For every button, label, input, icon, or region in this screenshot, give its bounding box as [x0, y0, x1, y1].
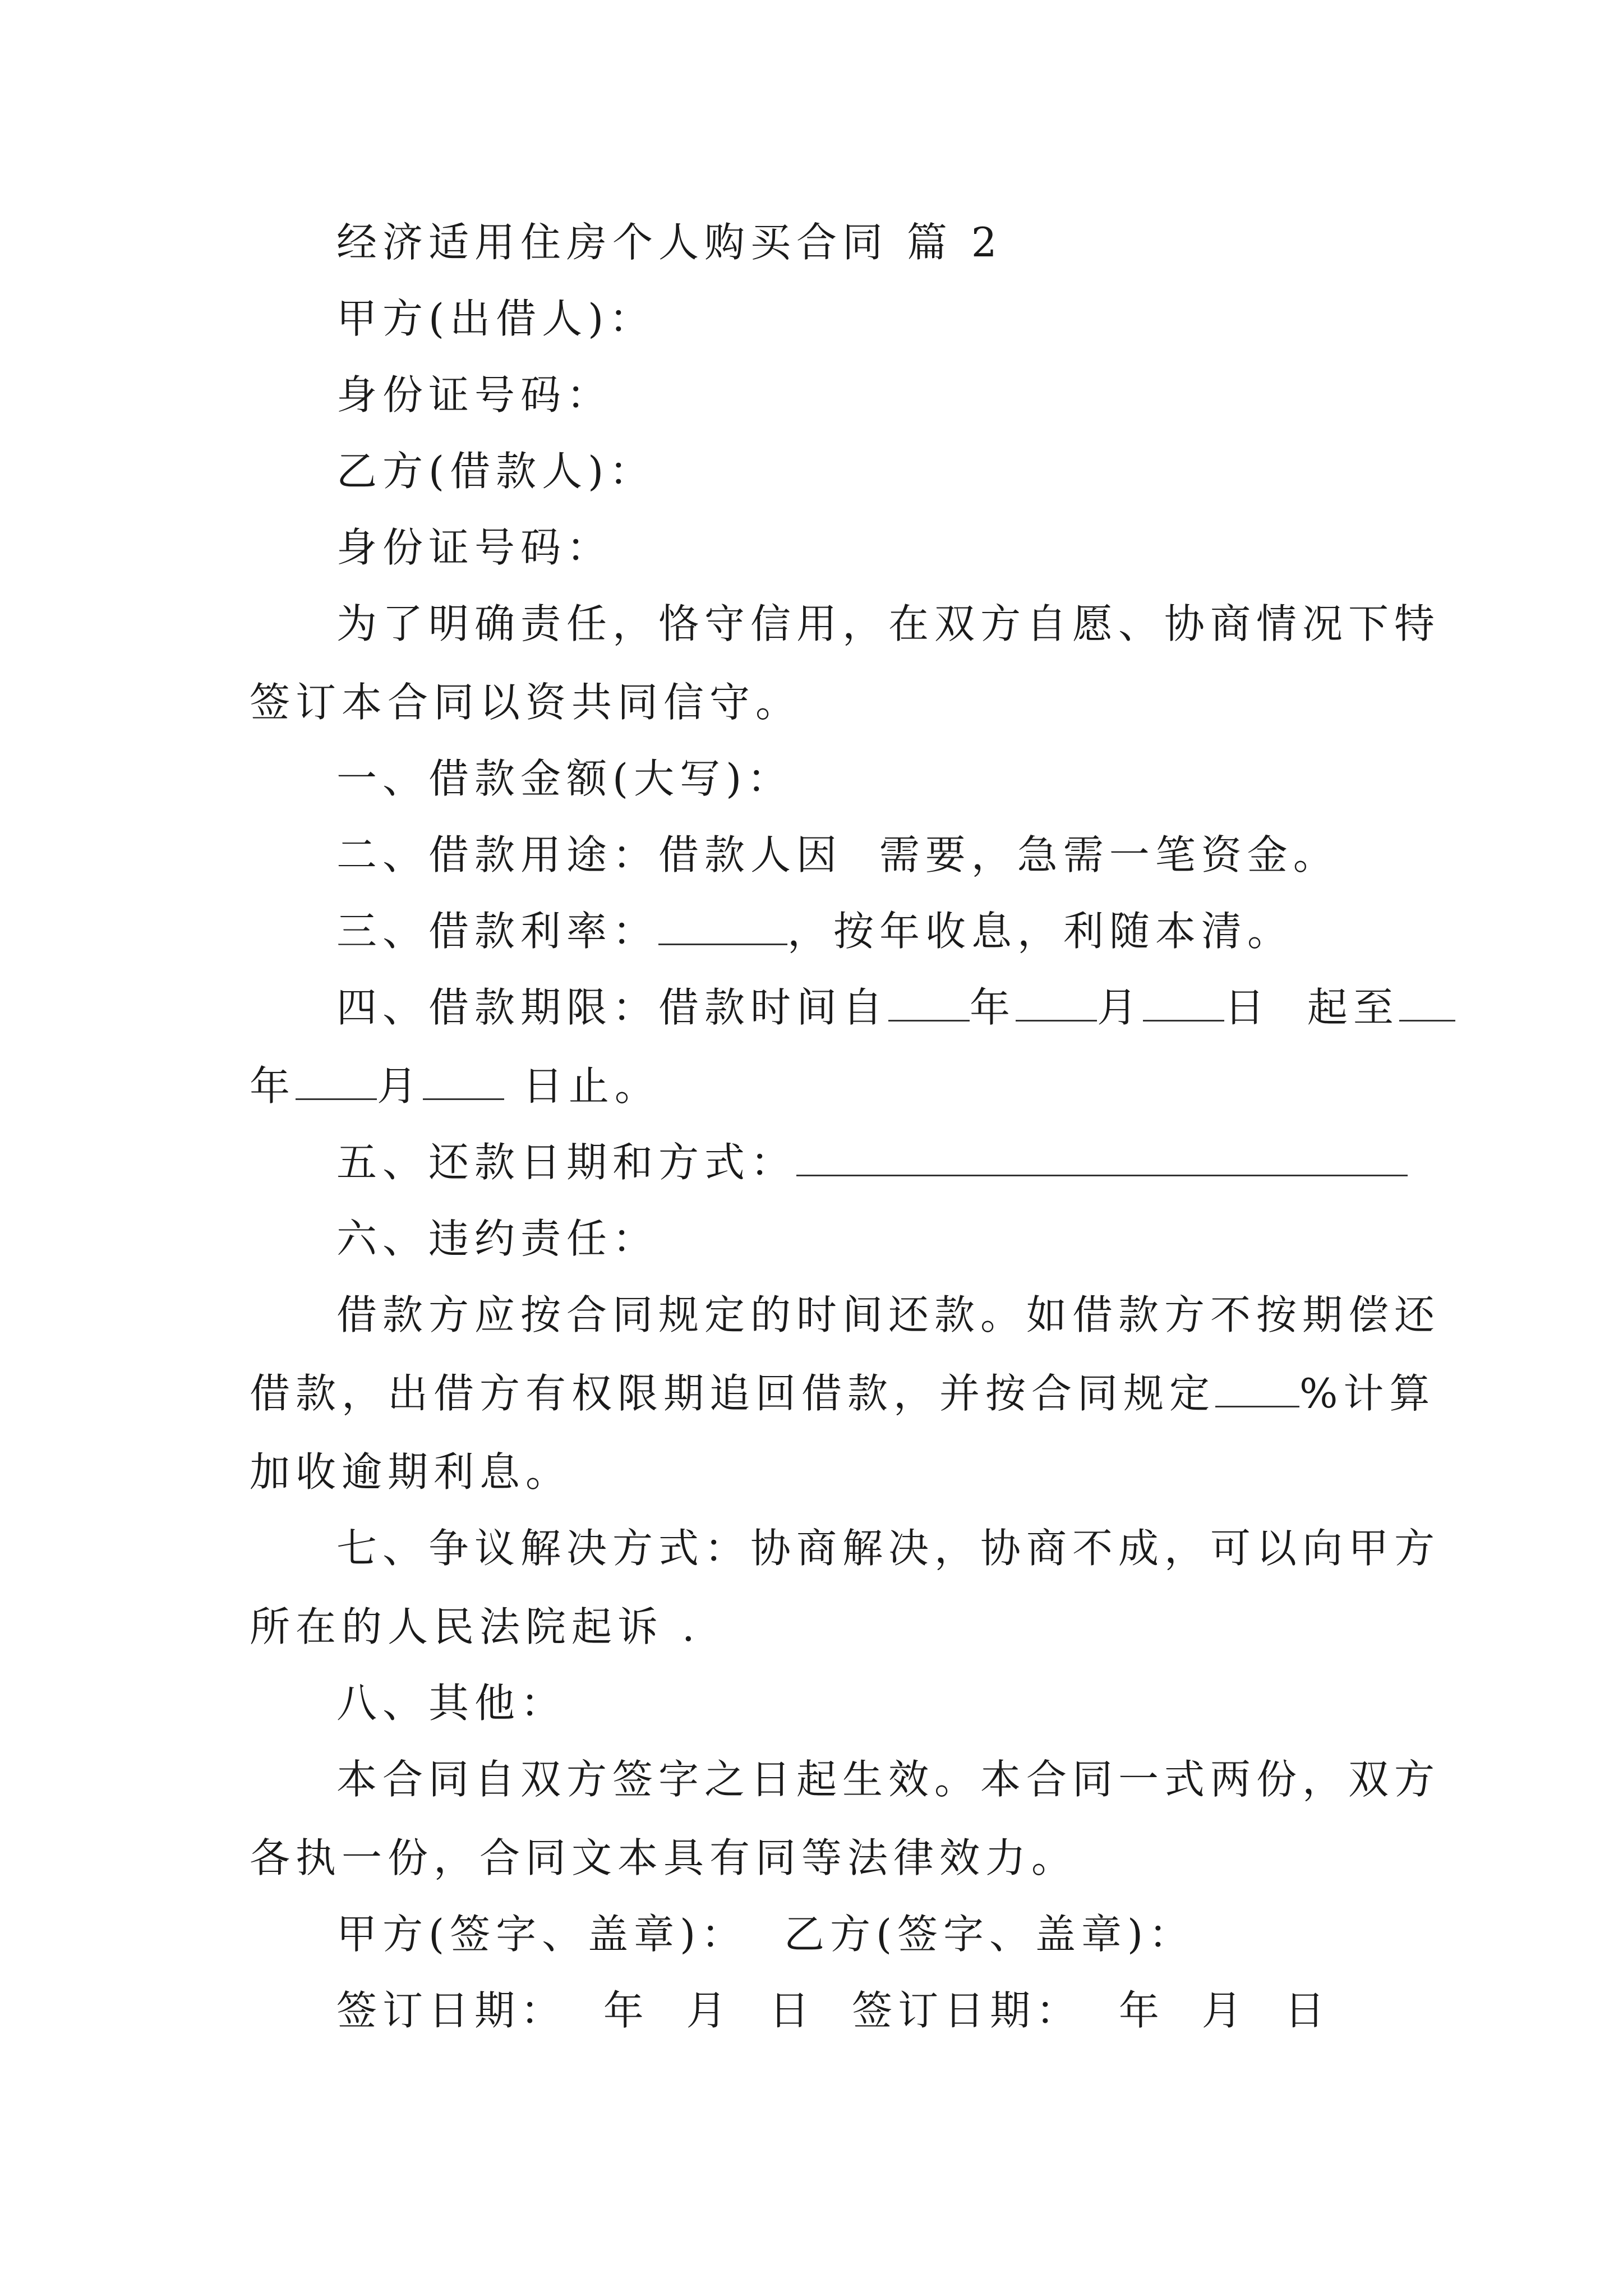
borrower-id-label: 身份证号码：	[336, 524, 613, 571]
clause-4	[336, 984, 1455, 1031]
clause-3-label: 三、借款利率：	[336, 908, 659, 955]
clause-5	[336, 1139, 1408, 1186]
document-title: 经济适用住房个人购买合同 篇 2	[336, 219, 1003, 266]
end-month-blank	[296, 1066, 377, 1100]
clause-3-rest: ，按年收息，利随本清。	[787, 908, 1294, 955]
clause-4-continued	[250, 1062, 661, 1110]
end-year-label: 年	[250, 1062, 296, 1110]
start-year-label: 年	[970, 984, 1016, 1031]
repayment-method-blank	[796, 1142, 1408, 1176]
clause-4-label: 四、借款期限：借款时间自	[336, 984, 889, 1031]
start-day-blank	[1143, 987, 1224, 1022]
clause-7-line-1: 七、争议解决方式：协商解决，协商不成，可以向甲方	[336, 1525, 1441, 1572]
start-day-label: 日 起至	[1224, 984, 1399, 1031]
clause-5-label: 五、还款日期和方式：	[336, 1139, 797, 1186]
clause-3	[336, 908, 1294, 955]
end-day-label: 日止。	[504, 1062, 661, 1110]
lender-label: 甲方(出借人)：	[336, 295, 656, 342]
sign-date-line: 签订日期： 年 月 日 签订日期： 年 月 日	[336, 1987, 1331, 2034]
end-year-blank	[1399, 987, 1455, 1022]
signature-line: 甲方(签字、盖章)： 乙方(签字、盖章)：	[336, 1911, 1195, 1958]
clause-6-body-2-rest: %计算	[1299, 1370, 1436, 1417]
clause-1: 一、借款金额(大写)：	[336, 755, 794, 802]
clause-7-line-2: 所在的人民法院起诉 .	[250, 1603, 700, 1650]
clause-2: 二、借款用途：借款人因 需要，急需一笔资金。	[336, 831, 1339, 878]
clause-6-body-2-text: 借款，出借方有权限期追回借款，并按合同规定	[250, 1370, 1216, 1417]
clause-8: 八、其他：	[336, 1680, 567, 1727]
borrower-label: 乙方(借款人)：	[336, 448, 656, 495]
end-month-label: 月	[377, 1062, 423, 1110]
clause-6-body-3: 加收逾期利息。	[250, 1448, 572, 1496]
clause-6-body-2	[250, 1370, 1436, 1417]
start-year-blank	[888, 987, 970, 1022]
interest-rate-blank	[658, 911, 787, 945]
end-day-blank	[423, 1066, 504, 1100]
intro-line-2: 签订本合同以资共同信守。	[250, 679, 802, 726]
start-month-label: 月	[1097, 984, 1144, 1031]
penalty-rate-blank	[1215, 1373, 1299, 1407]
intro-line-1: 为了明确责任，恪守信用，在双方自愿、协商情况下特	[336, 600, 1441, 647]
clause-8-body-1: 本合同自双方签字之日起生效。本合同一式两份，双方	[336, 1756, 1441, 1803]
clause-8-body-2: 各执一份，合同文本具有同等法律效力。	[250, 1834, 1078, 1881]
clause-6: 六、违约责任：	[336, 1215, 659, 1262]
start-month-blank	[1016, 987, 1097, 1022]
clause-6-body-1: 借款方应按合同规定的时间还款。如借款方不按期偿还	[336, 1291, 1441, 1338]
lender-id-label: 身份证号码：	[336, 371, 613, 418]
